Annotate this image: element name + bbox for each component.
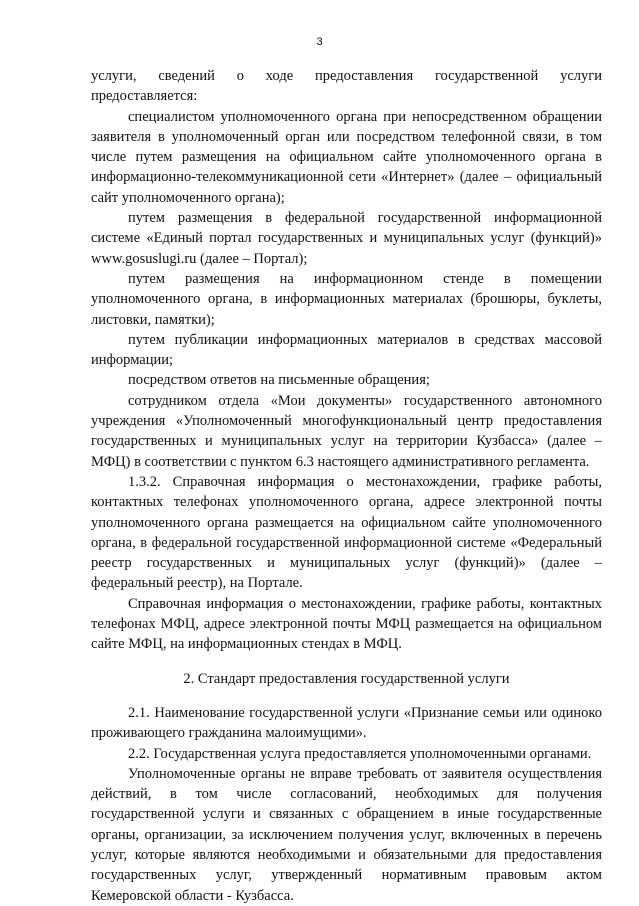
paragraph: сотрудником отдела «Мои документы» государственного автономного учреждения «Уполномоченный многофункциональный центр предоставления государственных и муниципальных услуг на территории Кузбасса» (далее – МФЦ) в соответствии с пунктом 6.3 настоящего административного регламента. [91, 392, 602, 470]
paragraph: путем публикации информационных материалов в средствах массовой информации; [91, 331, 602, 369]
paragraph: путем размещения в федеральной государственной информационной системе «Единый портал государственных и муниципальных услуг (функций)» www.gosuslugi.ru (далее – Портал); [91, 210, 602, 267]
paragraph: 2.2. Государственная услуга предоставляется уполномоченными органами. [128, 745, 592, 762]
document-body [91, 66, 602, 906]
paragraph: путем размещения на информационном стенде в помещении уполномоченного органа, в информационных материалах (брошюры, буклеты, листовки, памятки); [91, 270, 602, 328]
paragraph: специалистом уполномоченного органа при непосредственном обращении заявителя в уполномоченный орган или посредством телефонной связи, в том числе путем размещения на официальном сайте уполномоченного органа в информационно-телекоммуникационной сети «Интернет» (далее – официальный сайт уполномоченного органа); [91, 108, 602, 206]
paragraph: Уполномоченные органы не вправе требовать от заявителя осуществления действий, в том числе согласований, необходимых для получения государственной услуги и связанных с обращением в иные государственные органы, организации, за исключением получения услуг, включенных в перечень услуг, которые являются необходимыми и обязательными для предоставления государственных услуг, утвержденный нормативным правовым актом Кемеровской области - Кузбасса. [91, 765, 602, 904]
paragraph: 2.1. Наименование государственной услуги «Признание семьи или одиноко проживающего гражданина малоимущими». [91, 704, 602, 742]
page-number: 3 [316, 36, 323, 48]
paragraph: посредством ответов на письменные обращения; [128, 372, 430, 389]
paragraph: услуги, сведений о ходе предоставления государственной услуги предоставляется: [91, 68, 602, 105]
section-heading: 2. Стандарт предоставления государственной услуги [183, 670, 510, 687]
paragraph: Справочная информация о местонахождении, графике работы, контактных телефонах МФЦ, адресе электронной почты МФЦ размещается на официальном сайте МФЦ, на информационных стендах в МФЦ. [91, 595, 602, 653]
paragraph: 1.3.2. Справочная информация о местонахождении, графике работы, контактных телефонах уполномоченного органа, адресе электронной почты уполномоченного органа размещается на официальном сайте уполномоченного органа, в федеральной государственной информационной системе «Федеральный реестр государственных и муниципальных услуг (функций)» (далее – федеральный реестр), на Портале. [91, 473, 602, 592]
